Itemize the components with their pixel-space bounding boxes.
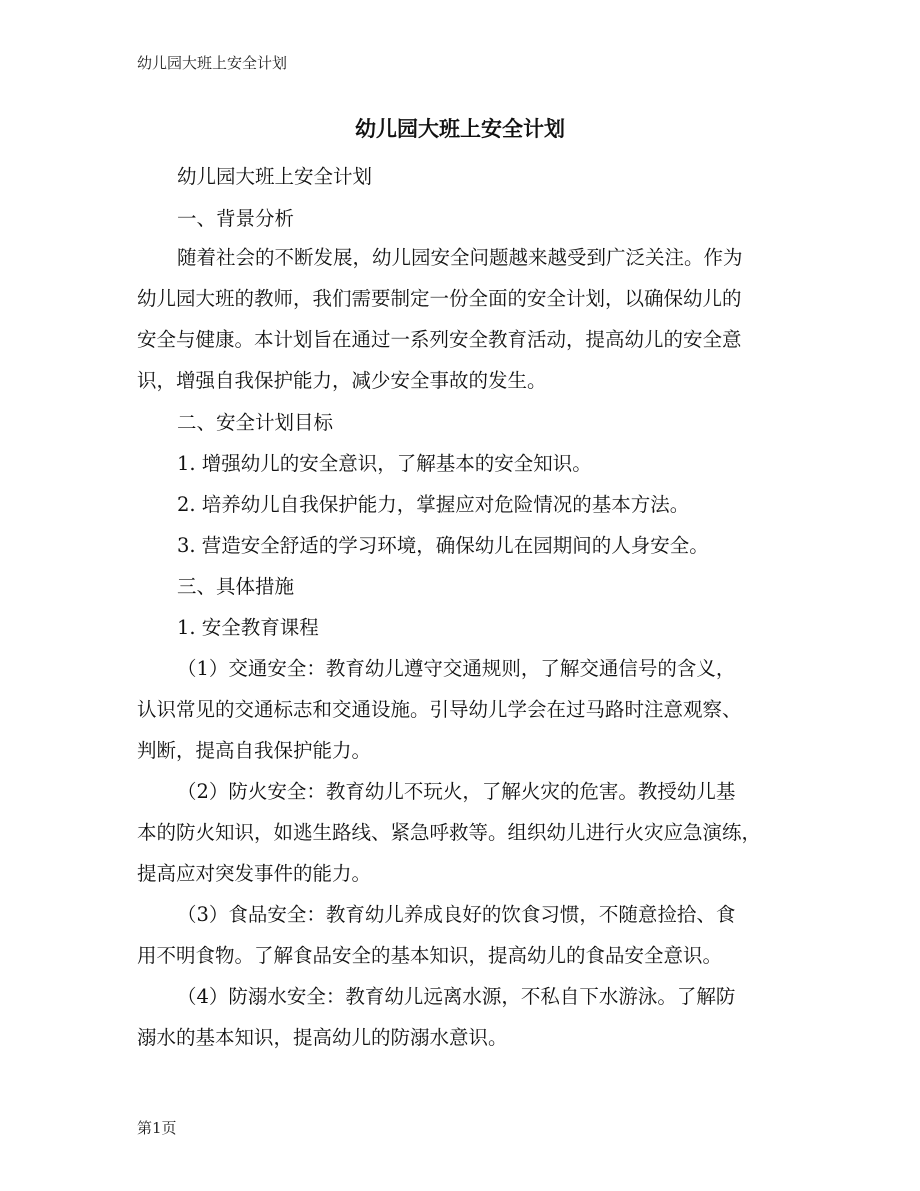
paragraph-line: 提高应对突发事件的能力。	[137, 862, 372, 885]
paragraph-line: 幼儿园大班的教师，我们需要制定一份全面的安全计划，以确保幼儿的	[137, 287, 742, 310]
paragraph-line: （4）防溺水安全：教育幼儿远离水源，不私自下水游泳。了解防	[177, 985, 736, 1008]
paragraph-line: 认识常见的交通标志和交通设施。引导幼儿学会在过马路时注意观察、	[137, 698, 742, 721]
paragraph-line: 溺水的基本知识，提高幼儿的防溺水意识。	[137, 1026, 508, 1049]
section-heading: 三、具体措施	[177, 575, 295, 598]
paragraph-line: 判断，提高自我保护能力。	[137, 739, 372, 762]
page-number: 第1页	[137, 1119, 177, 1137]
list-item: 3. 营造安全舒适的学习环境，确保幼儿在园期间的人身安全。	[177, 534, 709, 557]
paragraph-line: 用不明食物。了解食品安全的基本知识，提高幼儿的食品安全意识。	[137, 944, 723, 967]
paragraph-line: 幼儿园大班上安全计划	[177, 165, 373, 188]
paragraph-line: （1）交通安全：教育幼儿遵守交通规则，了解交通信号的含义，	[177, 657, 736, 680]
subsection-heading: 1. 安全教育课程	[177, 616, 319, 639]
paragraph-line: 本的防火知识，如逃生路线、紧急呼救等。组织幼儿进行火灾应急演练，	[137, 821, 762, 844]
paragraph-line: 识，增强自我保护能力，减少安全事故的发生。	[137, 369, 547, 392]
document-title: 幼儿园大班上安全计划	[355, 117, 565, 141]
paragraph-line: 安全与健康。本计划旨在通过一系列安全教育活动，提高幼儿的安全意	[137, 328, 742, 351]
running-header: 幼儿园大班上安全计划	[137, 54, 288, 72]
section-heading: 一、背景分析	[177, 207, 295, 230]
section-heading: 二、安全计划目标	[177, 411, 334, 434]
paragraph-line: 随着社会的不断发展，幼儿园安全问题越来越受到广泛关注。作为	[177, 246, 743, 269]
paragraph-line: （3）食品安全：教育幼儿养成良好的饮食习惯，不随意捡拾、食	[177, 903, 736, 926]
paragraph-line: （2）防火安全：教育幼儿不玩火，了解火灾的危害。教授幼儿基	[177, 780, 736, 803]
list-item: 1. 增强幼儿的安全意识，了解基本的安全知识。	[177, 452, 592, 475]
list-item: 2. 培养幼儿自我保护能力，掌握应对危险情况的基本方法。	[177, 493, 690, 516]
